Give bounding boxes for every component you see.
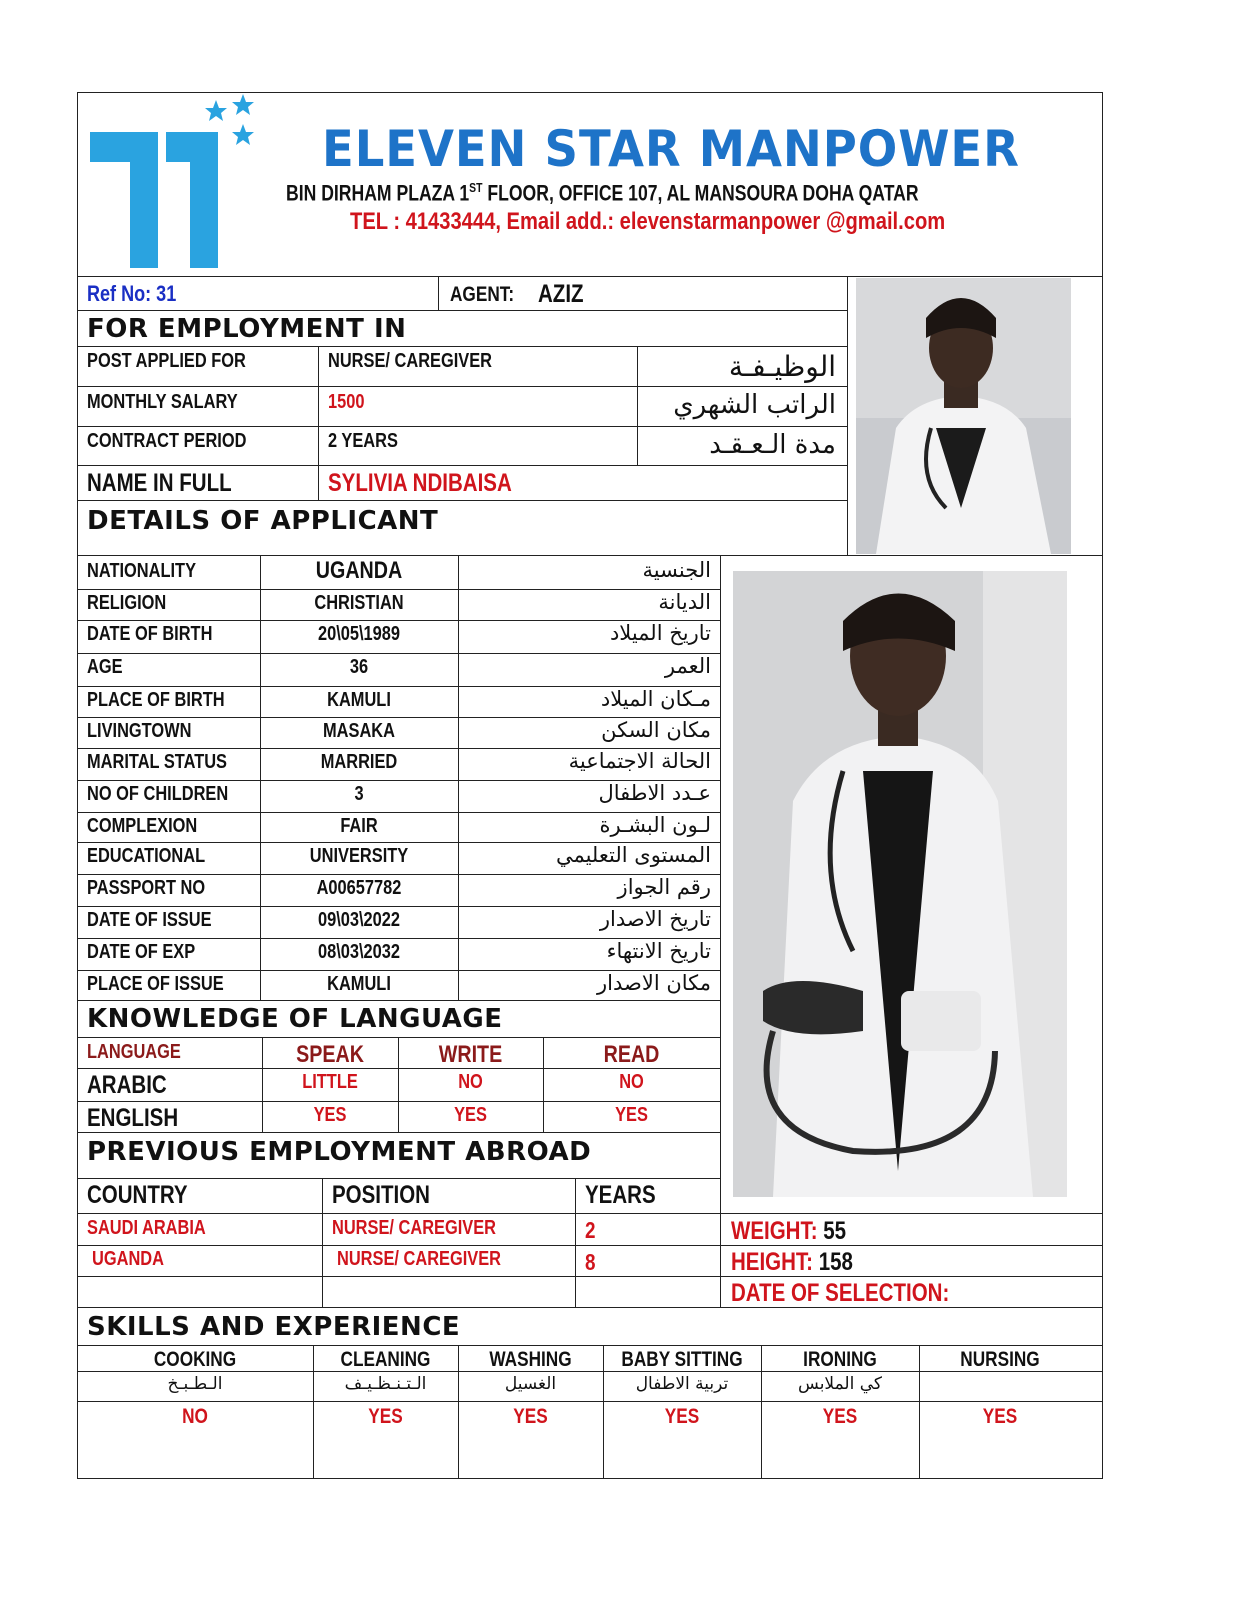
contract-value: 2 YEARS xyxy=(328,430,398,452)
ref-value: 31 xyxy=(156,281,177,306)
skill-name: COOKING xyxy=(153,1348,237,1371)
company-contact: TEL : 41433444, Email add.: elevenstarmanpower @gmail.com xyxy=(350,208,946,235)
address-part-2: FLOOR, OFFICE 107, AL MANSOURA DOHA QATAR xyxy=(482,180,919,206)
details-value: MARRIED xyxy=(320,751,398,773)
company-address xyxy=(286,180,919,206)
weight-value: 55 xyxy=(823,1217,847,1245)
date-of-selection-label: DATE OF SELECTION: xyxy=(731,1279,950,1307)
details-value: 20\05\1989 xyxy=(317,623,401,645)
skill-value: YES xyxy=(664,1405,700,1428)
language-english-speak: YES xyxy=(313,1104,347,1126)
weight-field xyxy=(731,1217,846,1246)
skill-value: YES xyxy=(822,1405,858,1428)
contract-arabic: مدة الـعـقـد xyxy=(709,430,836,460)
skill-name: CLEANING xyxy=(340,1348,431,1371)
details-value: KAMULI xyxy=(327,689,391,711)
company-name: ELEVEN STAR MANPOWER xyxy=(322,120,1020,178)
skills-section-title: SKILLS AND EXPERIENCE xyxy=(87,1312,461,1342)
post-applied-label: POST APPLIED FOR xyxy=(87,350,246,372)
details-arabic: مكان الاصدار xyxy=(597,971,711,995)
height-label: HEIGHT: xyxy=(731,1248,813,1276)
details-value: 08\03\2032 xyxy=(317,941,401,963)
previous-header-country: COUNTRY xyxy=(87,1181,188,1209)
skill-value: YES xyxy=(513,1405,548,1428)
details-section-title: DETAILS OF APPLICANT xyxy=(87,506,439,536)
details-label: EDUCATIONAL xyxy=(87,845,206,867)
details-arabic: الحالة الاجتماعية xyxy=(568,749,711,773)
details-value: MASAKA xyxy=(323,720,395,742)
language-section-title: KNOWLEDGE OF LANGUAGE xyxy=(87,1004,503,1034)
details-label: LIVINGTOWN xyxy=(87,720,192,742)
skill-value: YES xyxy=(982,1405,1018,1428)
previous-row2-country: UGANDA xyxy=(92,1248,164,1270)
details-label: PASSPORT NO xyxy=(87,877,206,899)
language-english-write: YES xyxy=(454,1104,487,1126)
agent-label: AGENT: xyxy=(450,283,515,306)
details-arabic: مـكان الميلاد xyxy=(600,687,711,711)
details-arabic: تاريخ الاصدار xyxy=(599,907,711,931)
company-logo xyxy=(86,92,276,272)
skill-value: NO xyxy=(182,1405,208,1428)
weight-label: WEIGHT: xyxy=(731,1217,818,1245)
details-label: NATIONALITY xyxy=(87,560,197,582)
address-superscript: ST xyxy=(469,180,483,195)
previous-row1-position: NURSE/ CAREGIVER xyxy=(332,1217,497,1239)
details-arabic: تاريخ الميلاد xyxy=(609,621,711,645)
skill-arabic: الغسيل xyxy=(504,1374,557,1394)
details-value: UNIVERSITY xyxy=(309,845,409,867)
language-arabic-write: NO xyxy=(458,1071,483,1093)
details-value: 36 xyxy=(349,656,369,678)
skill-name: NURSING xyxy=(960,1348,1040,1371)
details-value: UGANDA xyxy=(315,557,403,584)
details-value: A00657782 xyxy=(316,877,402,899)
height-value: 158 xyxy=(818,1248,853,1276)
language-header-speak: SPEAK xyxy=(296,1041,364,1068)
previous-section-title: PREVIOUS EMPLOYMENT ABROAD xyxy=(87,1137,592,1167)
details-arabic: مكان السكن xyxy=(601,718,711,742)
previous-header-years: YEARS xyxy=(585,1181,656,1209)
details-value: FAIR xyxy=(340,815,378,837)
skill-name: IRONING xyxy=(803,1348,877,1371)
details-label: DATE OF ISSUE xyxy=(87,909,212,931)
details-label: AGE xyxy=(87,656,123,678)
language-english-name: ENGLISH xyxy=(87,1104,179,1132)
previous-row1-years: 2 xyxy=(585,1217,596,1243)
skill-arabic: تربية الاطفال xyxy=(635,1374,729,1394)
previous-header-position: POSITION xyxy=(332,1181,430,1209)
details-arabic: الديانة xyxy=(658,590,711,614)
skill-name: WASHING xyxy=(489,1348,572,1371)
details-label: COMPLEXION xyxy=(87,815,198,837)
details-label: PLACE OF ISSUE xyxy=(87,973,224,995)
skill-arabic: كي الملابس xyxy=(798,1374,882,1394)
details-label: DATE OF EXP xyxy=(87,941,196,963)
height-field xyxy=(731,1248,853,1277)
details-value: 09\03\2022 xyxy=(317,909,401,931)
salary-label: MONTHLY SALARY xyxy=(87,391,238,413)
salary-value: 1500 xyxy=(328,391,365,413)
details-arabic: عـدد الاطفال xyxy=(598,781,711,805)
employment-section-title: FOR EMPLOYMENT IN xyxy=(87,314,407,344)
applicant-photo-large xyxy=(733,571,1067,1197)
details-arabic: رقم الجواز xyxy=(617,875,711,899)
address-part-1: BIN DIRHAM PLAZA 1 xyxy=(286,180,470,206)
post-applied-arabic: الوظيـفـة xyxy=(728,350,836,383)
details-arabic: المستوى التعليمي xyxy=(555,843,711,867)
details-value: CHRISTIAN xyxy=(314,592,404,614)
details-label: NO OF CHILDREN xyxy=(87,783,229,805)
details-arabic: لـون البشـرة xyxy=(599,813,711,837)
language-arabic-read: NO xyxy=(619,1071,644,1093)
details-label: MARITAL STATUS xyxy=(87,751,228,773)
skill-arabic: الـتـنـظـيـف xyxy=(344,1374,427,1394)
details-arabic: العمر xyxy=(664,654,711,678)
full-name-value: SYLIVIA NDIBAISA xyxy=(328,469,512,497)
skill-value: YES xyxy=(368,1405,403,1428)
language-header-language: LANGUAGE xyxy=(87,1041,181,1063)
post-applied-value: NURSE/ CAREGIVER xyxy=(328,350,493,372)
previous-row1-country: SAUDI ARABIA xyxy=(87,1217,206,1239)
language-arabic-name: ARABIC xyxy=(87,1071,167,1099)
ref-label: Ref No: xyxy=(87,281,152,306)
language-header-write: WRITE xyxy=(438,1041,503,1068)
skill-name: BABY SITTING xyxy=(621,1348,743,1371)
contract-label: CONTRACT PERIOD xyxy=(87,430,247,452)
full-name-label: NAME IN FULL xyxy=(87,469,232,497)
ref-number xyxy=(87,281,176,307)
language-english-read: YES xyxy=(615,1104,648,1126)
details-label: DATE OF BIRTH xyxy=(87,623,213,645)
salary-arabic: الراتب الشهري xyxy=(673,390,836,420)
logo-eleven-graphic xyxy=(86,92,276,272)
details-arabic: تاريخ الانتهاء xyxy=(606,939,711,963)
details-value: KAMULI xyxy=(327,973,391,995)
details-label: RELIGION xyxy=(87,592,167,614)
previous-row2-years: 8 xyxy=(585,1249,596,1275)
language-arabic-speak: LITTLE xyxy=(302,1071,358,1093)
previous-row2-position: NURSE/ CAREGIVER xyxy=(337,1248,502,1270)
details-label: PLACE OF BIRTH xyxy=(87,689,225,711)
applicant-photo-small xyxy=(856,278,1071,554)
details-value: 3 xyxy=(354,783,364,805)
agent-value: AZIZ xyxy=(538,280,584,308)
skill-arabic: الـطـبـخ xyxy=(167,1374,223,1394)
language-header-read: READ xyxy=(603,1041,660,1068)
details-arabic: الجنسية xyxy=(642,558,711,582)
